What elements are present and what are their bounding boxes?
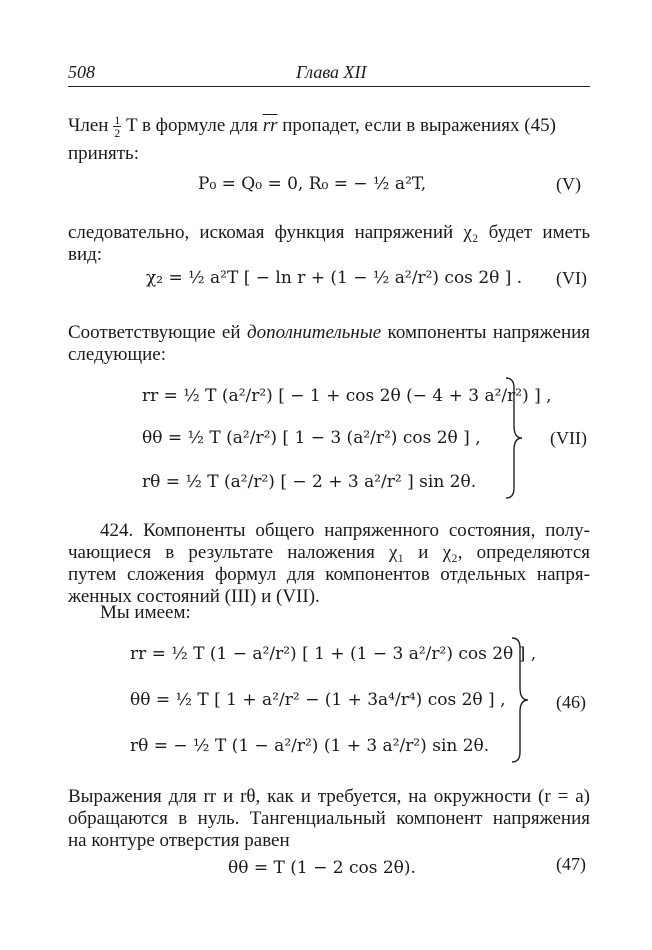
para1-line2: принять: [68,143,139,164]
equation-46-number: (46) [556,692,586,712]
equation-46-line-3: rθ = − ½ T (1 − a²/r²) (1 + 3 a²/r²) sin 2θ. [130,736,490,756]
equation-V-number: (V) [556,174,581,194]
equation-46-brace [508,636,532,764]
equation-VI-number: (VI) [556,268,587,288]
para2-line2: вид: [68,244,103,265]
section424-line-2: чающиеся в результате наложения χ₁ и χ₂, определяются [68,542,590,563]
equation-V: P₀ = Q₀ = 0, R₀ = − ½ a²T, [198,174,427,194]
header-rule [68,86,590,87]
we-have: Мы имеем: [100,602,191,623]
para1-text-2: T в формуле для [125,114,258,136]
equation-VII-line-3: rθ = ½ T (a²/r²) [ − 2 + 3 a²/r² ] sin 2θ. [142,472,477,492]
page-number: 508 [68,62,95,82]
chapter-title: Глава XII [296,62,367,82]
para3-emphasis: дополнительные [246,322,382,343]
para4-line-1: Выражения для rr и rθ, как и требуется, на окружности (r = a) [68,786,590,807]
half-fraction: $\frac{1}{2}$ [114,113,121,140]
equation-47-number: (47) [556,854,586,874]
equation-VII-line-1: rr = ½ T (a²/r²) [ − 1 + cos 2θ (− 4 + 3 a²/r²) ] , [142,386,552,406]
para1-line1 [68,114,556,139]
equation-VII-line-2: θθ = ½ T (a²/r²) [ 1 − 3 (a²/r²) cos 2θ ] , [142,428,481,448]
para4-line-2: обращаются в нуль. Тангенциальный компонент напряжения [68,808,590,829]
rr-symbol: $\overline{rr}$ [262,114,278,136]
section424-line-4: женных состояний (III) и (VII). [68,586,320,607]
para3-text-1: Соответствующие ей [68,322,241,343]
para3-line1 [68,322,590,343]
para1-text-3: пропадет, если в выражениях (45) [282,114,556,136]
equation-46-line-2: θθ = ½ T [ 1 + a²/r² − (1 + 3a⁴/r⁴) cos 2θ ] , [130,690,506,710]
para3-line2: следующие: [68,344,166,365]
equation-VI: χ₂ = ½ a²T [ − ln r + (1 − ½ a²/r²) cos 2θ ] . [146,268,523,288]
para1-text-1: Член [68,114,109,136]
equation-47: θθ = T (1 − 2 cos 2θ). [228,858,416,878]
section424-line-3: путем сложения формул для компонентов отдельных напря- [68,564,590,585]
equation-46-line-1: rr = ½ T (1 − a²/r²) [ 1 + (1 − 3 a²/r²) cos 2θ ] , [130,644,537,664]
para2-line1: следовательно, искомая функция напряжений χ₂ будет иметь [68,222,590,243]
para3-text-2: компоненты напряжения [387,322,591,343]
para4-line-3: на контуре отверстия равен [68,830,290,851]
section424-line-1: 424. Компоненты общего напряженного состояния, полу- [100,520,590,541]
equation-VII-number: (VII) [550,428,587,448]
equation-VII-brace [502,376,526,500]
